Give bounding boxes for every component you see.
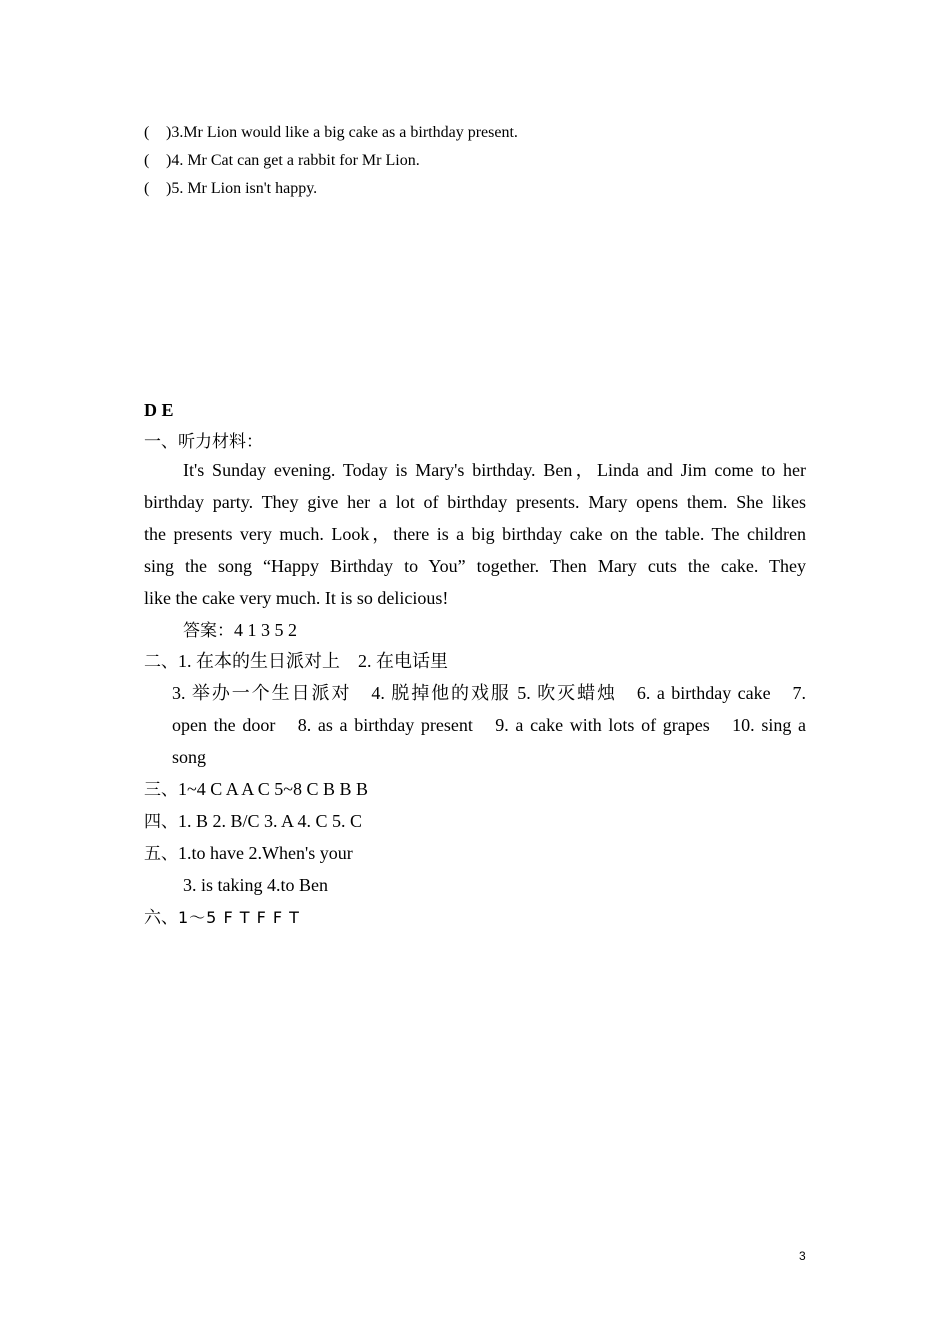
answer-blank: (	[144, 124, 150, 141]
section-4-text: 1. B 2. B/C 3. A 4. C 5. C	[178, 811, 363, 831]
section-5-line-1	[144, 841, 353, 866]
section-5-text: 1.to have 2.When's your	[178, 843, 353, 863]
passage-line-2: birthday party. They give her a lot of birthday presents. Mary opens them. She likes	[144, 492, 806, 512]
passage-line-1: It's Sunday evening. Today is Mary's birthday. Ben，Linda and Jim come to her	[183, 460, 806, 480]
section-3-text: 1~4 C A A C 5~8 C B B B	[178, 779, 369, 799]
section-3	[144, 777, 368, 802]
question-text: )4. Mr Cat can get a rabbit for Mr Lion.	[166, 152, 420, 169]
answer-label: 答案：	[183, 621, 234, 641]
answer-blank: (	[144, 152, 150, 169]
section-4	[144, 809, 362, 834]
section-3-label: 三、	[144, 780, 178, 800]
question-5	[144, 179, 317, 199]
passage-line-5: like the cake very much. It is so delicious!	[144, 588, 449, 608]
section-2-label: 二、	[144, 652, 178, 672]
question-4	[144, 151, 420, 171]
answer-blank: (	[144, 180, 150, 197]
section-1-label: 一、听力材料：	[144, 432, 263, 452]
section-2-line-2: 3. 举办一个生日派对 4. 脱掉他的戏服 5. 吹灭蜡烛 6. a birthday cake 7.	[172, 683, 806, 703]
section-4-label: 四、	[144, 812, 178, 832]
answer-key-heading: D E	[144, 400, 174, 420]
section-6-text: 1～5 F T F F T	[178, 908, 300, 927]
question-text: )3.Mr Lion would like a big cake as a birthday present.	[166, 124, 518, 141]
section-2-line-3: open the door 8. as a birthday present 9. a cake with lots of grapes 10. sing a	[172, 715, 806, 735]
section-2-line-1	[144, 649, 448, 674]
page-number: 3	[799, 1249, 806, 1263]
answer-value: 4 1 3 5 2	[234, 620, 297, 640]
section-2-text: 1. 在本的生日派对上 2. 在电话里	[178, 651, 448, 671]
section-2-line-4: song	[172, 747, 207, 767]
section-5-line-2: 3. is taking 4.to Ben	[183, 875, 328, 895]
passage-line-3: the presents very much. Look，there is a big birthday cake on the table. The children	[144, 524, 806, 544]
passage-line-4: sing the song “Happy Birthday to You” together. Then Mary cuts the cake. They	[144, 556, 806, 576]
section-6-label: 六、	[144, 908, 178, 928]
section-1-answer	[183, 618, 297, 643]
question-3	[144, 123, 518, 143]
section-5-label: 五、	[144, 844, 178, 864]
section-6	[144, 905, 300, 930]
question-text: )5. Mr Lion isn't happy.	[166, 180, 318, 197]
